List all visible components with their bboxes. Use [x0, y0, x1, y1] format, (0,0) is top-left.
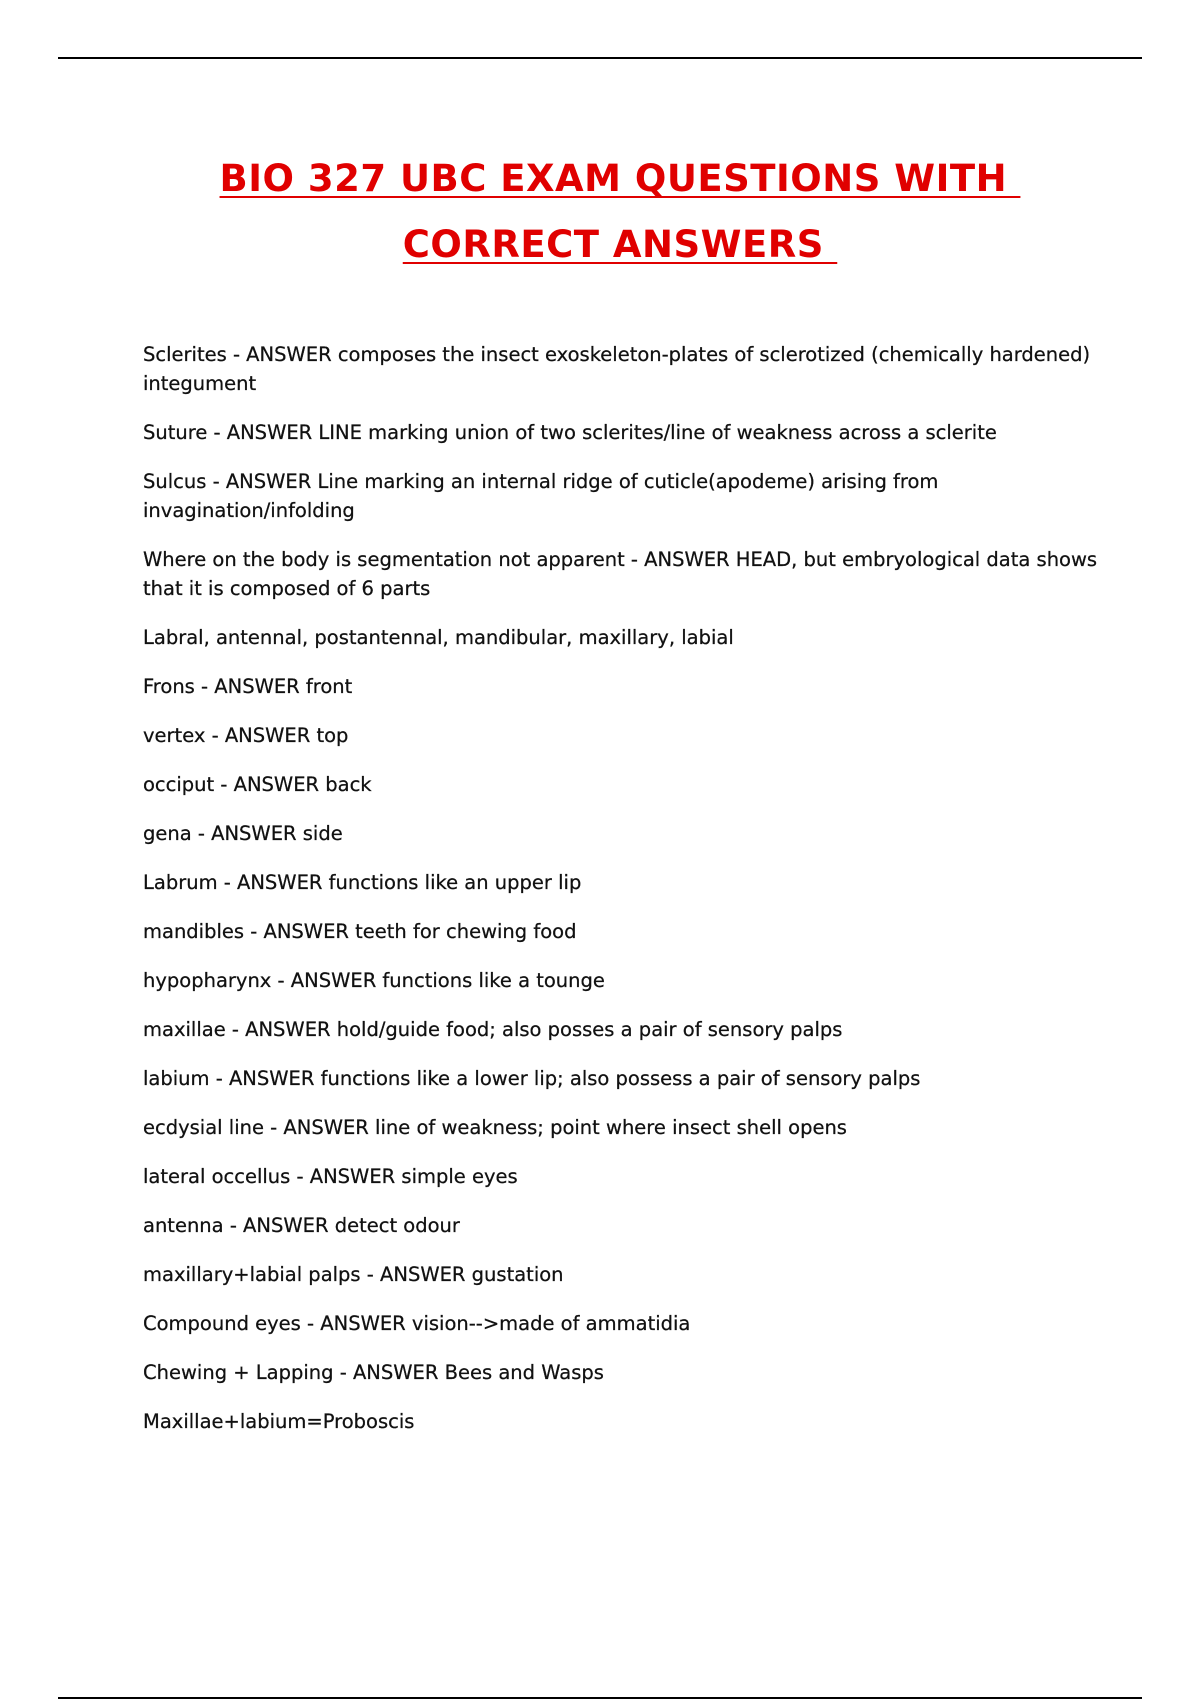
- bottom-rule: [58, 1697, 1142, 1699]
- qa-item: vertex - ANSWER top: [143, 724, 349, 747]
- qa-list: [143, 340, 1103, 1456]
- qa-item: maxillary+labial palps - ANSWER gustation: [143, 1263, 564, 1286]
- top-rule: [58, 57, 1142, 59]
- title-line-2: CORRECT ANSWERS: [402, 223, 838, 266]
- qa-item: Maxillae+labium=Proboscis: [143, 1410, 415, 1433]
- qa-item: ecdysial line - ANSWER line of weakness; point where insect shell opens: [143, 1116, 847, 1139]
- qa-item: antenna - ANSWER detect odour: [143, 1214, 460, 1237]
- qa-item: gena - ANSWER side: [143, 822, 343, 845]
- qa-item: lateral occellus - ANSWER simple eyes: [143, 1165, 518, 1188]
- qa-item: labium - ANSWER functions like a lower lip; also possess a pair of sensory palps: [143, 1067, 921, 1090]
- document-title: [0, 146, 1200, 278]
- qa-item: hypopharynx - ANSWER functions like a tounge: [143, 969, 605, 992]
- qa-item: Compound eyes - ANSWER vision-->made of ammatidia: [143, 1312, 691, 1335]
- qa-item: Labrum - ANSWER functions like an upper lip: [143, 871, 582, 894]
- title-line-1: BIO 327 UBC EXAM QUESTIONS WITH: [219, 157, 1021, 200]
- qa-item: mandibles - ANSWER teeth for chewing food: [143, 920, 577, 943]
- qa-item: Suture - ANSWER LINE marking union of two sclerites/line of weakness across a sclerite: [143, 421, 997, 444]
- qa-item: occiput - ANSWER back: [143, 773, 372, 796]
- qa-item: Chewing + Lapping - ANSWER Bees and Wasps: [143, 1361, 604, 1384]
- qa-item: Frons - ANSWER front: [143, 675, 353, 698]
- qa-item: maxillae - ANSWER hold/guide food; also posses a pair of sensory palps: [143, 1018, 843, 1041]
- qa-item: Labral, antennal, postantennal, mandibular, maxillary, labial: [143, 626, 734, 649]
- qa-item: Sclerites - ANSWER composes the insect exoskeleton-plates of sclerotized (chemically hardened) integument: [143, 343, 1091, 395]
- qa-item: Sulcus - ANSWER Line marking an internal ridge of cuticle(apodeme) arising from invagination/infolding: [143, 470, 939, 522]
- qa-item: Where on the body is segmentation not apparent - ANSWER HEAD, but embryological data shows that it is composed of 6 parts: [143, 548, 1098, 600]
